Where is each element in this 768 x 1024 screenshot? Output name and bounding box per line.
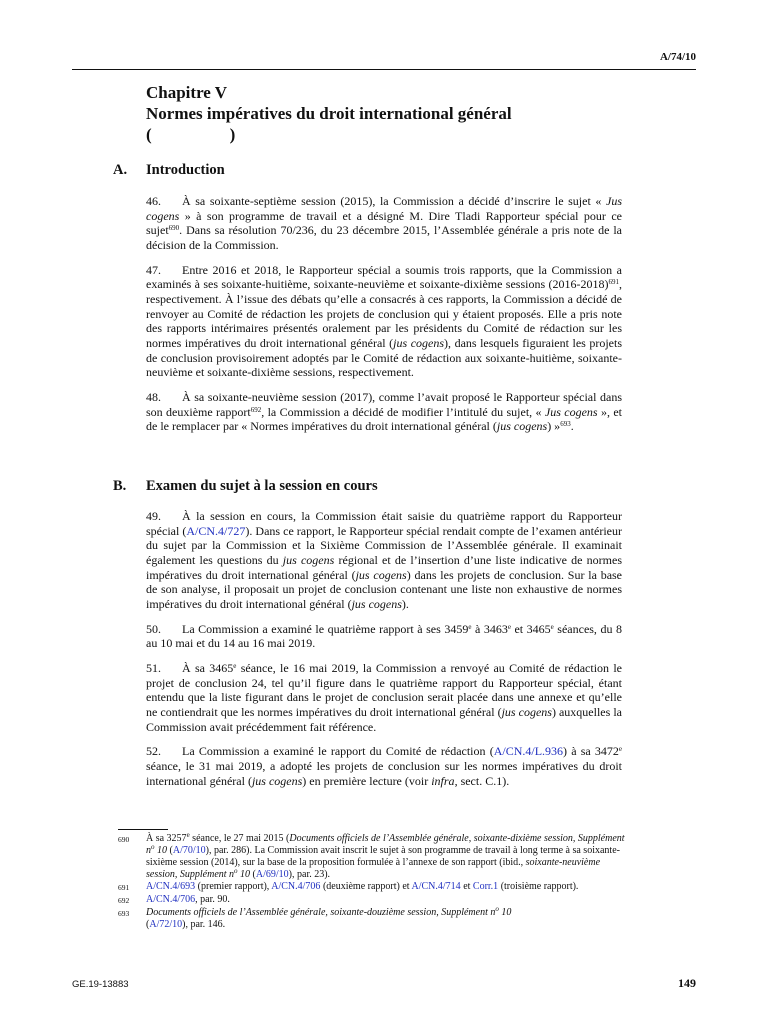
paragraph-number: 51. bbox=[146, 660, 161, 675]
footnote-ref-692[interactable]: 692 bbox=[250, 405, 262, 414]
link-a-72-10[interactable]: A/72/10 bbox=[149, 919, 183, 930]
footnote-691: 691 A/CN.4/693 (premier rapport), A/CN.4/706 (deuxième rapport) et A/CN.4/714 et Corr.1 (troisième rapport). bbox=[118, 881, 579, 892]
footnote-693: 693 Documents officiels de l’Assemblée générale, soixante-douzième session, Supplément $n^o$ 10 (A/72/10), par. 146. bbox=[118, 905, 512, 930]
footnote-number: 691 bbox=[118, 883, 130, 892]
link-a-cn4-l936[interactable]: A/CN.4/L.936 bbox=[493, 744, 564, 759]
paragraph-number: 50. bbox=[146, 621, 161, 636]
footnotes bbox=[118, 833, 628, 931]
footnote-ref-691[interactable]: 691 bbox=[608, 278, 619, 287]
footnote-692: 692 A/CN.4/706, par. 90. bbox=[118, 894, 230, 905]
section-heading-b bbox=[113, 478, 378, 495]
paragraph-number: 52. bbox=[146, 744, 161, 759]
paragraph-49: 49. À la session en cours, la Commission était saisie du quatrième rapport du Rapporteur spécial (A/CN.4/727). Dans ce rapport, le Rapporteur spécial rendait compte de l’examen antérieur du sujet par la Commission et la Sixième Commission de l’Assemblée générale. Il examinait également les questions du jus cogens régional et de l’insertion d’une liste indicative de normes impératives du droit international général (jus cogens) dans les projets de conclusion. Sur la base de son analyse, il proposait un projet de conclusion contenant une liste non exhaustive de normes impératives du droit international général (jus cogens). bbox=[146, 509, 623, 611]
section-b-body bbox=[146, 509, 622, 798]
paragraph-50: 50. La Commission a examiné le quatrième rapport à ses 3459e à 3463e et 3465e séances, du 8 au 10 mai et du 14 au 16 mai 2019. bbox=[146, 621, 622, 651]
page-number: 149 bbox=[678, 976, 696, 990]
section-title: Examen du sujet à la session en cours bbox=[146, 478, 378, 494]
chapter-label: Chapitre V bbox=[146, 83, 228, 102]
footnote-separator bbox=[118, 829, 168, 830]
chapter-subtitle: ( ) bbox=[146, 125, 236, 144]
paragraph-number: 49. bbox=[146, 509, 161, 523]
link-a-cn4-714[interactable]: A/CN.4/714 bbox=[411, 881, 461, 892]
paragraph-number: 47. bbox=[146, 262, 161, 277]
footnote-ref-690[interactable]: 690 bbox=[168, 224, 180, 233]
link-a-cn4-727[interactable]: A/CN.4/727 bbox=[186, 523, 246, 538]
link-a-70-10[interactable]: A/70/10 bbox=[172, 845, 206, 856]
footnote-number: 693 bbox=[118, 909, 130, 918]
link-corr1[interactable]: Corr.1 bbox=[472, 881, 499, 892]
section-a-body bbox=[146, 194, 622, 444]
job-number: GE.19-13883 bbox=[72, 979, 129, 990]
footnote-number: 690 bbox=[118, 835, 130, 844]
paragraph-number: 46. bbox=[146, 194, 161, 208]
section-heading-a bbox=[113, 162, 225, 179]
paragraph-47: 47. Entre 2016 et 2018, le Rapporteur spécial a soumis trois rapports, que la Commission a examinés à ses soixante-huitième, soixante-neuvième et soixante-dixième sessions (2016-2018)$^{691}$, respectivement. À l’issue des débats qu’elle a consacrés à ces rapports, la Commission a décidé de renvoyer au Comité de rédaction les projets de conclusion qui y étaient proposés. Elle a pris note des rapports intérimaires présentés oralement par les présidents du Comité de rédaction sur les normes impératives du droit international général (jus cogens), dans lesquels figuraient les projets de conclusion provisoirement adoptés par le Comité de rédaction aux soixante-huitième, soixante-neuvième et soixante-dixième sessions, respectivement. bbox=[146, 262, 623, 380]
section-letter: A. bbox=[113, 162, 128, 178]
header-rule bbox=[72, 69, 696, 70]
paragraph-46: 46. À sa soixante-septième session (2015), la Commission a décidé d’inscrire le sujet « Jus cogens » à son programme de travail et a désigné M. Dire Tladi Rapporteur spécial pour ce sujet$^{690}$. Dans sa résolution 70/236, du 23 décembre 2015, l’Assemblée générale a pris note de la décision de la Commission. bbox=[146, 194, 622, 252]
paragraph-number: 48. bbox=[146, 389, 161, 404]
paragraph-51: 51. À sa 3465e séance, le 16 mai 2019, la Commission a renvoyé au Comité de rédaction le projet de conclusion 24, tel qu’il figure dans le quatrième rapport du Rapporteur spécial, étant entendu que la liste figurant dans le projet de conclusion serait placée dans une annexe et qu’elle ne contiendrait que les normes impératives du droit international général (jus cogens) auxquelles la Commission avait précédemment fait référence. bbox=[146, 660, 622, 734]
section-letter: B. bbox=[113, 478, 127, 494]
link-a-cn4-693[interactable]: A/CN.4/693 bbox=[146, 881, 196, 892]
footnote-ref-693[interactable]: 693 bbox=[560, 420, 571, 429]
chapter-heading bbox=[146, 82, 646, 145]
link-a-69-10[interactable]: A/69/10 bbox=[255, 869, 289, 880]
section-title: Introduction bbox=[146, 162, 225, 178]
paragraph-48: 48. À sa soixante-neuvième session (2017), comme l’avait proposé le Rapporteur spécial dans son deuxième rapport$^{692}$, la Commission a décidé de modifier l’intitulé du sujet, « Jus cogens », et de le remplacer par « Normes impératives du droit international général (jus cogens) »$^{693}$. bbox=[146, 389, 622, 434]
paragraph-52: 52. La Commission a examiné le rapport du Comité de rédaction (A/CN.4/L.936) à sa 3472e séance, le 31 mai 2019, a adopté les projets de conclusion sur les normes impératives du droit international général (jus cogens) en première lecture (voir infra, sect. C.1). bbox=[146, 744, 622, 788]
footnote-number: 692 bbox=[118, 896, 130, 905]
document-symbol: A/74/10 bbox=[659, 51, 696, 63]
footnote-690: 690 À sa 3257e séance, le 27 mai 2015 (Documents officiels de l’Assemblée générale, soixante-dixième session, Supplément $n^o$ 10 (A/70/10), par. 286). La Commission avait inscrit le sujet à son programme de travail à long terme à sa soixante-sixième session (2014), sur la base de la proposition formulée à l’annexe de son rapport (ibid., soixante-neuvième session, Supplément $n^o$ 10 (A/69/10), par. 23). bbox=[118, 831, 625, 880]
link-a-cn4-706[interactable]: A/CN.4/706 bbox=[271, 881, 321, 892]
chapter-title: Normes impératives du droit international général bbox=[146, 104, 512, 123]
link-a-cn4-706-b[interactable]: A/CN.4/706 bbox=[146, 894, 196, 905]
